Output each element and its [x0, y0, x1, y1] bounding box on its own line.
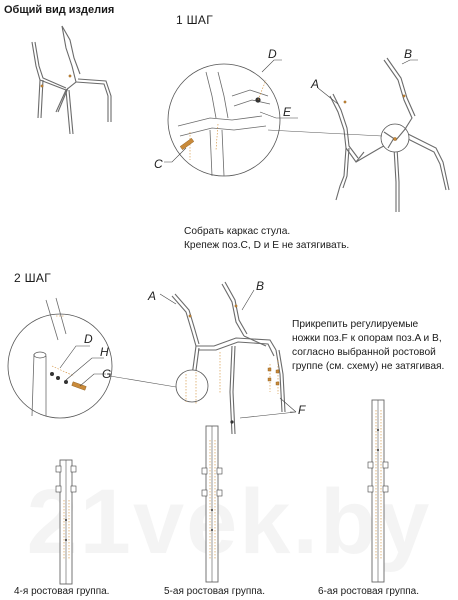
general-view-heading: Общий вид изделия: [4, 4, 115, 16]
label-d2: D: [84, 332, 93, 346]
label-a2: A: [148, 289, 157, 303]
group4-caption: 4-я ростовая группа.: [14, 586, 110, 597]
step1-title: 1 ШАГ: [176, 13, 214, 27]
step1-detail-circle: [168, 64, 382, 176]
step2-title: 2 ШАГ: [14, 271, 52, 285]
group6-leg: [368, 400, 388, 582]
group4-leg: [56, 460, 76, 584]
step2-labels-frame: [147, 279, 306, 418]
label-d1: D: [268, 47, 277, 61]
label-h: H: [100, 345, 109, 359]
label-a1: A: [311, 77, 320, 91]
label-f: F: [298, 403, 306, 417]
label-b2: B: [256, 279, 265, 293]
label-c: C: [154, 157, 163, 171]
general-view-frame: [32, 26, 111, 134]
group5-leg: [202, 426, 222, 582]
label-b1: B: [404, 47, 413, 61]
step2-note: Прикрепить регулируемые ножки поз.F к опорам поз.A и B, согласно выбранной ростовой группе (см. схему) не затягивая.: [292, 319, 445, 372]
group6-caption: 6-ая ростовая группа.: [318, 586, 420, 597]
step2-chair-frame: [172, 282, 285, 434]
label-e: E: [283, 105, 292, 119]
step1-note: Собрать каркас стула. Крепеж поз.C, D и E не затягивать.: [184, 226, 350, 251]
step1-chair-frame: [330, 58, 449, 212]
label-g: G: [102, 367, 112, 381]
group5-caption: 5-ая ростовая группа.: [164, 586, 266, 597]
